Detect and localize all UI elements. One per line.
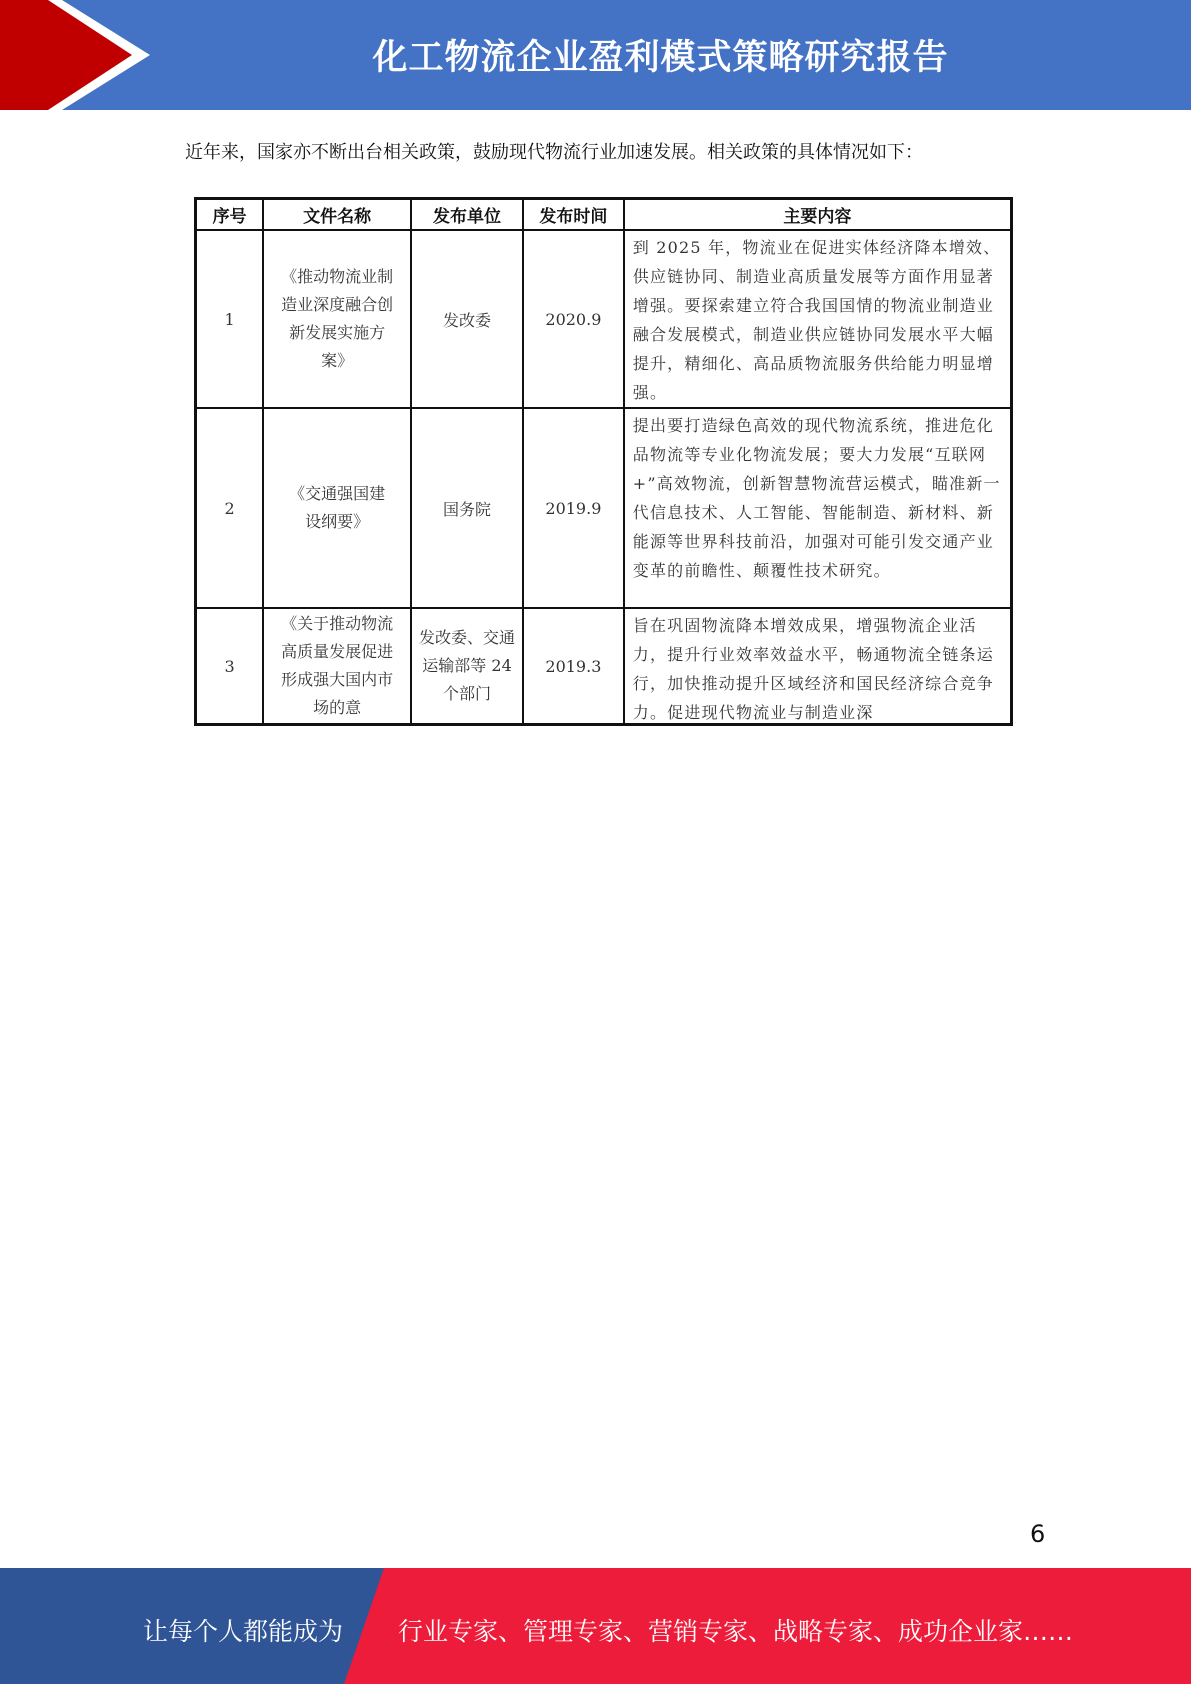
header-no: 序号	[196, 199, 264, 231]
policy-table	[194, 197, 1013, 726]
cell-date: 2019.9	[523, 408, 624, 608]
page-number: 6	[1030, 1520, 1046, 1548]
cell-no: 1	[196, 230, 264, 408]
cell-no: 3	[196, 608, 264, 725]
table-row	[196, 408, 1012, 608]
cell-doc-name	[263, 608, 411, 725]
table-row	[196, 230, 1012, 408]
footer-slogan-left: 让每个人都能成为	[143, 1617, 344, 1646]
cell-doc-name	[263, 230, 411, 408]
report-title: 化工物流企业盈利模式策略研究报告	[372, 38, 949, 78]
table-header-row	[196, 199, 1012, 231]
doc-name-text: 《关于推动物流高质量发展促进形成强大国内市场的意	[281, 614, 394, 717]
header-issuer: 发布单位	[411, 199, 523, 231]
cell-date: 2020.9	[523, 230, 624, 408]
cell-content: 到 2025 年，物流业在促进实体经济降本增效、供应链协同、制造业高质量发展等方面作用显著增强。要探索建立符合我国国情的物流业制造业融合发展模式，制造业供应链协同发展水平大幅提升，精细化、高品质物流服务供给能力明显增强。	[624, 230, 1012, 408]
issuer-text: 发改委、交通运输部等 24 个部门	[419, 628, 516, 703]
doc-name-text: 《交通强国建设纲要》	[289, 484, 386, 531]
intro-paragraph: 近年来，国家亦不断出台相关政策，鼓励现代物流行业加速发展。相关政策的具体情况如下：	[185, 142, 923, 163]
cell-doc-name	[263, 408, 411, 608]
header-content: 主要内容	[624, 199, 1012, 231]
doc-name-text: 《推动物流业制造业深度融合创新发展实施方案》	[281, 267, 394, 370]
table-row	[196, 608, 1012, 725]
cell-no: 2	[196, 408, 264, 608]
header-date: 发布时间	[523, 199, 624, 231]
cell-issuer	[411, 608, 523, 725]
cell-content	[624, 608, 1012, 725]
cell-issuer: 发改委	[411, 230, 523, 408]
header-doc-name: 文件名称	[263, 199, 411, 231]
content-text: 旨在巩固物流降本增效成果，增强物流企业活力，提升行业效率效益水平，畅通物流全链条运行，加快推动提升区域经济和国民经济综合竞争力。促进现代物流业与制造业深	[632, 616, 994, 721]
cell-issuer: 国务院	[411, 408, 523, 608]
page-header	[0, 0, 1191, 110]
footer-slogan-right: 行业专家、管理专家、营销专家、战略专家、成功企业家……	[398, 1617, 1074, 1646]
cell-content: 提出要打造绿色高效的现代物流系统，推进危化品物流等专业化物流发展；要大力发展“互联网+”高效物流，创新智慧物流营运模式，瞄准新一代信息技术、人工智能、智能制造、新材料、新能源等世界科技前沿，加强对可能引发交通产业变革的前瞻性、颠覆性技术研究。	[624, 408, 1012, 608]
cell-date: 2019.3	[523, 608, 624, 725]
